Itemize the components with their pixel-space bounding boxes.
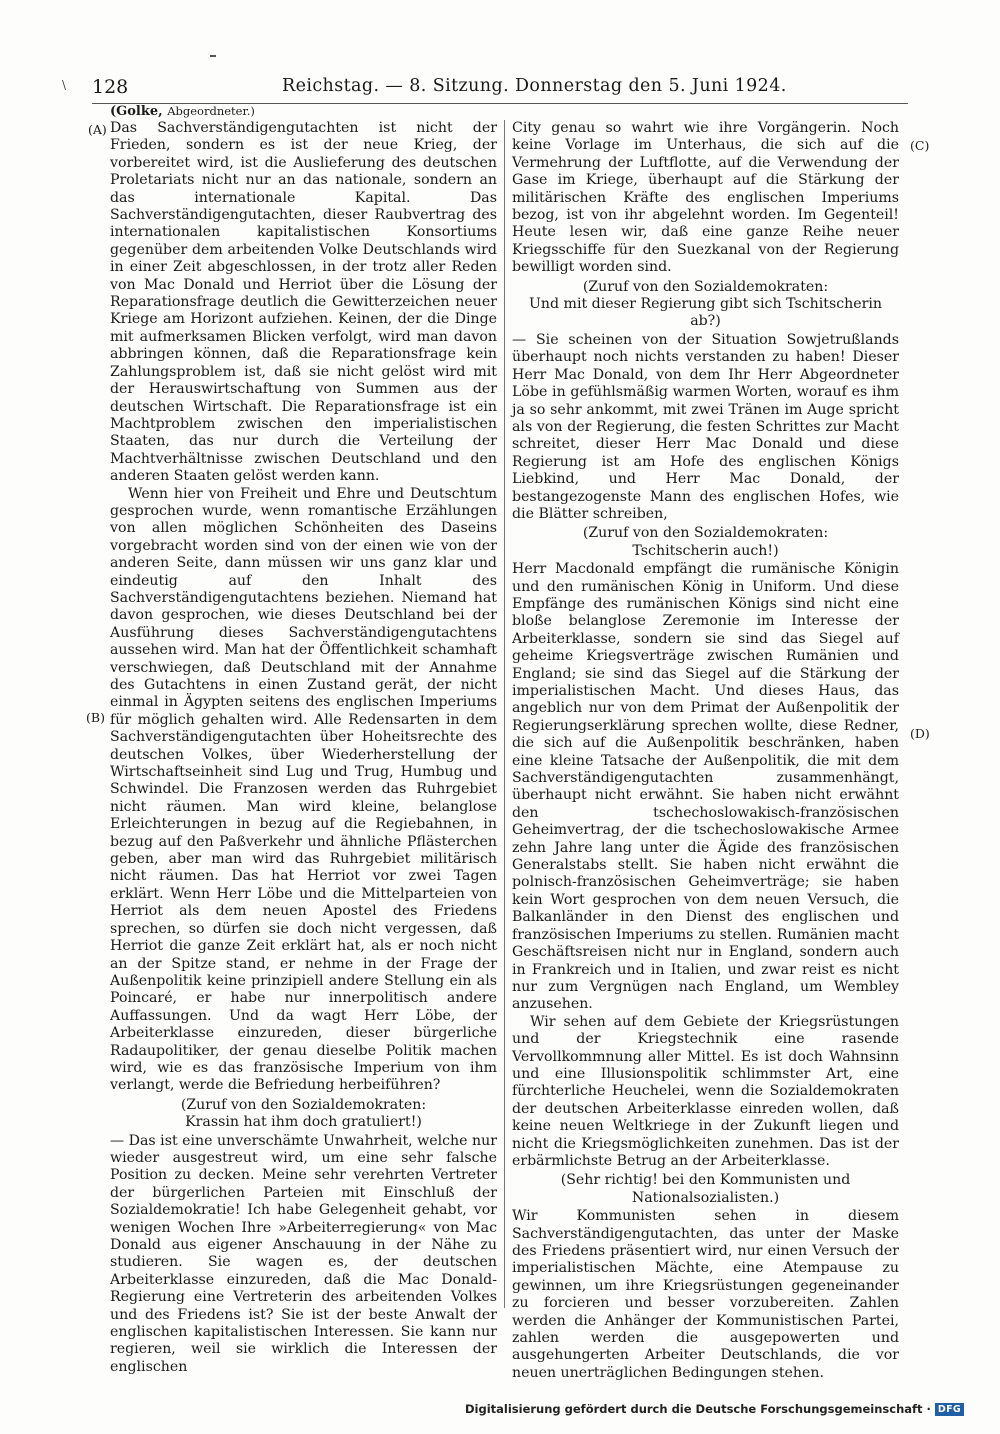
paragraph: City genau so wahrt wie ihre Vorgängerin. Noch keine Vorlage im Unterhaus, die sich auf die Vermehrung der Luftflotte, auf die Verwendung der Gase im Kriege, überhaupt auf die Stärkung der militärischen Kräfte des englischen Imperiums bezog, ist von ihr abgelehnt worden. Im Gegenteil! Heute lesen wir, daß eine ganze Reihe neuer Kriegsschiffe für den Suezkanal von der Regierung bewilligt worden sind. bbox=[512, 120, 899, 276]
speaker-label bbox=[110, 104, 255, 119]
interjection bbox=[110, 1097, 497, 1132]
margin-mark-c: (C) bbox=[910, 138, 930, 153]
interjection-line: (Zuruf von den Sozialdemokraten: bbox=[582, 278, 829, 295]
margin-mark-a: (A) bbox=[88, 122, 107, 137]
credit-text: Digitalisierung gefördert durch die Deutsche Forschungsgemeinschaft · bbox=[464, 1402, 931, 1416]
left-column bbox=[110, 120, 497, 1376]
interjection-line: Krassin hat ihm doch gratuliert!) bbox=[185, 1114, 422, 1131]
page-number: 128 bbox=[92, 76, 129, 98]
paragraph: — Das ist eine unverschämte Unwahrheit, welche nur wieder ausgestreut wird, um eine sehr falsche Position zu decken. Meine sehr verehrten Vertreter der bürgerlichen Parteien mit Einschluß der Sozialdemokratie! Ich habe Gelegenheit gehabt, vor wenigen Wochen Ihre »Arbeiterregierung« von Mac Donald aus eigener Anschauung in der Nähe zu studieren. Sie wagen es, der deutschen Arbeiterklasse einzureden, daß die Mac Donald-Regierung eine Vertreterin des arbeitenden Volkes und des Friedens ist? Sie ist der beste Anwalt der englischen kapitalistischen Interessen. Sie kann nur regieren, weil sie wirklich die Interessen der englischen bbox=[110, 1132, 497, 1375]
interjection-line: (Zuruf von den Sozialdemokraten: bbox=[582, 525, 829, 542]
page-header bbox=[82, 76, 912, 102]
running-head: Reichstag. — 8. Sitzung. Donnerstag den 5. Juni 1924. bbox=[282, 76, 787, 96]
dfg-logo: DFG bbox=[935, 1403, 964, 1416]
speaker-name: (Golke, bbox=[110, 104, 163, 119]
right-column bbox=[512, 120, 899, 1382]
margin-mark-d: (D) bbox=[910, 726, 930, 741]
interjection bbox=[512, 279, 899, 331]
margin-tick: \ bbox=[62, 78, 67, 92]
scan-mark bbox=[210, 55, 216, 57]
paragraph: Das Sachverständigengutachten ist nicht der Frieden, sondern es ist der neue Krieg, der vorbereitet wird, ist die Auslieferung des deutschen Proletariats nicht nur an das nationale, sondern an das internationale Kapital. Das Sachverständigengutachten, dieser Raubvertrag des internationalen kapitalistischen Konsortiums gegenüber dem arbeitenden Volke Deutschlands wird in einer Zeit abgeschlossen, in der trotz aller Reden von Mac Donald und Herriot über die Lösung der Reparationsfrage deutlich die Gewitterzeichen neuer Kriege am Horizont aufziehen. Keinen, der die Dinge mit aufmerksamen Blicken verfolgt, wird man davon abbringen können, daß die Reparationsfrage kein Zahlungsproblem ist, daß sie nicht gelöst wird mit der Herauswirtschaftung von Summen aus der deutschen Wirtschaft. Die Reparationsfrage ist ein Machtproblem zwischen den imperialistischen Staaten, das nur durch die Verteilung der Machtverhältnisse zwischen Deutschland und den anderen Staaten gelöst werden kann. bbox=[110, 120, 497, 485]
speaker-role: Abgeordneter.) bbox=[167, 104, 255, 118]
interjection bbox=[512, 525, 899, 560]
interjection bbox=[512, 1172, 899, 1207]
paragraph: Wir Kommunisten sehen in diesem Sachverständigengutachten, das unter der Maske des Friedens präsentiert wird, nur einen Versuch der imperialistischen Mächte, eine Atempause zu gewinnen, um ihre Kriegsrüstungen gegeneinander zu forcieren und besser vorzubereiten. Zahlen werden die Anhänger der Kommunistischen Partei, zahlen werden die ausgepowerten und ausgehungerten Arbeiter Deutschlands, die vor neuen unerträglichen Bedingungen stehen. bbox=[512, 1208, 899, 1381]
interjection-line: (Zuruf von den Sozialdemokraten: bbox=[180, 1096, 427, 1113]
digitization-credit bbox=[465, 1402, 964, 1416]
interjection-line: Und mit dieser Regierung gibt sich Tschitscherin ab?) bbox=[528, 296, 883, 330]
paragraph: Herr Macdonald empfängt die rumänische Königin und den rumänischen König in Uniform. Und diese Empfänge des rumänischen Königs sind nicht eine bloße belanglose Zeremonie im Interesse der Arbeiterklasse, sondern sie sind das Siegel auf geheime Kriegsverträge zwischen Rumänien und England; sie sind das Siegel auf die Stärkung der imperialistischen Macht. Und dieses Haus, das angeblich nur von dem Primat der Außenpolitik der Regierungserklärung sprechen wollte, diese Redner, die sich auf die Außenpolitik beschränken, haben eine kleine Tatsache der Außenpolitik, die mit dem Sachverständigengutachten zusammenhängt, überhaupt nicht erwähnt. Sie haben nicht erwähnt den tschechoslowakisch-französischen Geheimvertrag, der die tschechoslowakische Armee zehn Jahre lang unter die Ägide des französischen Generalstabs stellt. Sie haben nicht erwähnt die polnisch-französischen Geheimverträge; sie haben kein Wort gesprochen von dem neuen Versuch, die Balkanländer in den Dienst des englischen und französischen Imperiums zu stellen. Rumänien macht Geschäftsreisen nicht nur in England, sondern auch in Frankreich und in Italien, und zwar reist es nicht nur zum Vergnügen nach England, um Wembley anzusehen. bbox=[512, 561, 899, 1013]
column-divider bbox=[504, 120, 505, 1308]
interjection-line: Tschitscherin auch!) bbox=[632, 542, 779, 559]
interjection-line: Nationalsozialisten.) bbox=[631, 1189, 780, 1206]
interjection-line: (Sehr richtig! bei den Kommunisten und bbox=[560, 1172, 851, 1189]
paragraph: — Sie scheinen von der Situation Sowjetrußlands überhaupt noch nichts verstanden zu haben! Dieser Herr Mac Donald, von dem Ihr Herr Abgeordneter Löbe in gefühlsmäßig warmen Worten, worauf es ihm ja so sehr ankommt, mit zwei Tränen im Auge spricht als von der Regierung, die festen Schrittes zur Macht schreitet, dieser Herr Mac Donald und diese Regierung ist am Hofe des englischen Königs Liebkind, und Herr Mac Donald, der bestangezogenste Mann des englischen Hofes, wie die Blätter schreiben, bbox=[512, 331, 899, 522]
margin-mark-b: (B) bbox=[86, 710, 105, 725]
paragraph: Wenn hier von Freiheit und Ehre und Deutschtum gesprochen wurde, wenn romantische Erzählungen von allen möglichen Schönheiten des Daseins vorgebracht worden sind von der einen wie von der anderen Seite, dann müssen wir uns ganz klar und eindeutig auf den Inhalt des Sachverständigengutachtens beziehen. Niemand hat davon gesprochen, wie dieses Deutschland bei der Ausführung dieses Sachverständigengutachtens aussehen wird. Man hat der Öffentlichkeit schamhaft verschwiegen, daß Deutschland mit der Annahme des Gutachtens in einen Zustand gerät, der nicht einmal in Ägypten seitens des englischen Imperiums für möglich gehalten wird. Alle Redensarten in dem Sachverständigengutachten über Hoheitsrechte des deutschen Volkes, über Wiederherstellung der Wirtschaftseinheit sind Lug und Trug, Humbug und Schwindel. Die Franzosen werden das Ruhrgebiet nicht räumen. Man wird kleine, belanglose Erleichterungen in bezug auf die Regiebahnen, in bezug auf den Paßverkehr und ähnliche Pflästerchen geben, aber man wird das Ruhrgebiet militärisch nicht räumen. Das hat Herriot vor zwei Tagen erklärt. Wenn Herr Löbe und die Mittelparteien von Herriot als dem neuen Apostel des Friedens sprechen, so dürfen sie doch nicht vergessen, daß Herriot die ganze Zeit erklärt hat, als er noch nicht an der Spitze stand, er nehme in der Frage der Außenpolitik keine prinzipiell andere Stellung ein als Poincaré, er habe nur innerpolitisch andere Auffassungen. Und da wagt Herr Löbe, der Arbeiterklasse einzureden, dieser bürgerliche Radaupolitiker, der genau dieselbe Politik machen wird, wie es das französische Imperium von ihm verlangt, werde die Befriedung herbeiführen? bbox=[110, 485, 497, 1094]
paragraph: Wir sehen auf dem Gebiete der Kriegsrüstungen und der Kriegstechnik eine rasende Vervollkommnung aller Mittel. Es ist doch Wahnsinn und eine Illusionspolitik schlimmster Art, eine fürchterliche Heuchelei, wenn die Sozialdemokraten der deutschen Arbeiterklasse einreden wollen, daß keine neuen Weltkriege in der Zukunft liegen und nicht die Kriegsmöglichkeiten zunehmen. Das ist der erbärmlichste Betrug an der Arbeiterklasse. bbox=[512, 1013, 899, 1169]
